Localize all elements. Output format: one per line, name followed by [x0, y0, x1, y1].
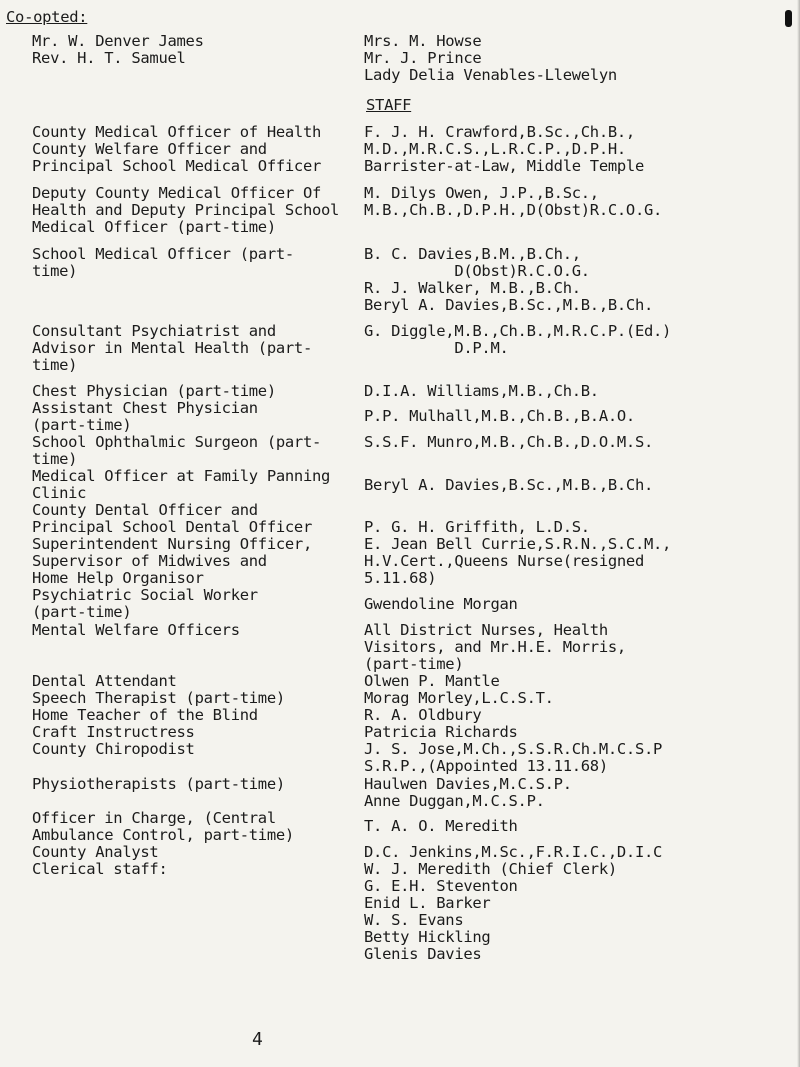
- coopted-member: Mr. J. Prince: [364, 49, 482, 67]
- coopted-member: Mr. W. Denver James: [32, 32, 204, 50]
- staff-holder: B. C. Davies,B.M.,B.Ch.,: [364, 245, 581, 263]
- staff-holder: D.P.M.: [364, 339, 509, 357]
- punch-hole-mark: [785, 10, 792, 27]
- staff-holder: Visitors, and Mr.H.E. Morris,: [364, 638, 626, 656]
- staff-post: Officer in Charge, (Central: [32, 809, 276, 827]
- coopted-member: Lady Delia Venables-Llewelyn: [364, 66, 617, 84]
- staff-post: Assistant Chest Physician: [32, 399, 258, 417]
- staff-post: Clerical staff:: [32, 860, 168, 878]
- staff-holder: M.D.,M.R.C.S.,L.R.C.P.,D.P.H.: [364, 140, 626, 158]
- staff-holder: W. J. Meredith (Chief Clerk): [364, 860, 617, 878]
- staff-post: Medical Officer (part-time): [32, 218, 276, 236]
- staff-post: County Analyst: [32, 843, 159, 861]
- staff-post: Home Teacher of the Blind: [32, 706, 258, 724]
- staff-holder: Morag Morley,L.C.S.T.: [364, 689, 554, 707]
- staff-post: County Medical Officer of Health: [32, 123, 322, 141]
- staff-holder: H.V.Cert.,Queens Nurse(resigned: [364, 552, 644, 570]
- page-number: 4: [252, 1029, 263, 1050]
- staff-post: Clinic: [32, 484, 87, 502]
- staff-holder: R. J. Walker, M.B.,B.Ch.: [364, 279, 581, 297]
- staff-post: Dental Attendant: [32, 672, 177, 690]
- staff-holder: W. S. Evans: [364, 911, 464, 929]
- staff-post: Superintendent Nursing Officer,: [32, 535, 312, 553]
- staff-holder: Gwendoline Morgan: [364, 595, 518, 613]
- staff-holder: G. Diggle,M.B.,Ch.B.,M.R.C.P.(Ed.): [364, 322, 672, 340]
- staff-post: County Welfare Officer and: [32, 140, 267, 158]
- staff-holder: M. Dilys Owen, J.P.,B.Sc.,: [364, 184, 599, 202]
- staff-holder: P.P. Mulhall,M.B.,Ch.B.,B.A.O.: [364, 407, 635, 425]
- staff-holder: Enid L. Barker: [364, 894, 491, 912]
- staff-holder: Patricia Richards: [364, 723, 518, 741]
- staff-post: Principal School Medical Officer: [32, 157, 322, 175]
- staff-post: County Dental Officer and: [32, 501, 258, 519]
- staff-holder: J. S. Jose,M.Ch.,S.S.R.Ch.M.C.S.P: [364, 740, 663, 758]
- staff-holder: R. A. Oldbury: [364, 706, 482, 724]
- staff-post: Medical Officer at Family Panning: [32, 467, 331, 485]
- staff-post: School Medical Officer (part-: [32, 245, 294, 263]
- coopted-member: Rev. H. T. Samuel: [32, 49, 186, 67]
- staff-post: Mental Welfare Officers: [32, 621, 240, 639]
- staff-post: (part-time): [32, 603, 132, 621]
- staff-holder: Beryl A. Davies,B.Sc.,M.B.,B.Ch.: [364, 296, 654, 314]
- staff-holder: D(Obst)R.C.O.G.: [364, 262, 590, 280]
- staff-post: time): [32, 356, 78, 374]
- staff-post: Supervisor of Midwives and: [32, 552, 267, 570]
- staff-holder: S.R.P.,(Appointed 13.11.68): [364, 757, 608, 775]
- coopted-heading: Co-opted:: [6, 8, 88, 26]
- staff-holder: M.B.,Ch.B.,D.P.H.,D(Obst)R.C.O.G.: [364, 201, 663, 219]
- staff-post: School Ophthalmic Surgeon (part-: [32, 433, 322, 451]
- staff-holder: F. J. H. Crawford,B.Sc.,Ch.B.,: [364, 123, 635, 141]
- staff-holder: G. E.H. Steventon: [364, 877, 518, 895]
- staff-holder: Barrister-at-Law, Middle Temple: [364, 157, 644, 175]
- staff-post: Health and Deputy Principal School: [32, 201, 340, 219]
- staff-post: (part-time): [32, 416, 132, 434]
- staff-post: Chest Physician (part-time): [32, 382, 276, 400]
- staff-post: Speech Therapist (part-time): [32, 689, 285, 707]
- staff-post: time): [32, 450, 78, 468]
- staff-holder: D.C. Jenkins,M.Sc.,F.R.I.C.,D.I.C: [364, 843, 663, 861]
- staff-holder: P. G. H. Griffith, L.D.S.: [364, 518, 590, 536]
- staff-holder: D.I.A. Williams,M.B.,Ch.B.: [364, 382, 599, 400]
- staff-holder: Anne Duggan,M.C.S.P.: [364, 792, 545, 810]
- staff-holder: (part-time): [364, 655, 464, 673]
- staff-post: time): [32, 262, 78, 280]
- staff-post: Physiotherapists (part-time): [32, 775, 285, 793]
- staff-post: Consultant Psychiatrist and: [32, 322, 276, 340]
- staff-holder: E. Jean Bell Currie,S.R.N.,S.C.M.,: [364, 535, 672, 553]
- staff-post: Home Help Organisor: [32, 569, 204, 587]
- coopted-member: Mrs. M. Howse: [364, 32, 482, 50]
- staff-post: Psychiatric Social Worker: [32, 586, 258, 604]
- staff-holder: Glenis Davies: [364, 945, 482, 963]
- staff-holder: Betty Hickling: [364, 928, 491, 946]
- staff-post: Principal School Dental Officer: [32, 518, 312, 536]
- staff-post: Ambulance Control, part-time): [32, 826, 294, 844]
- staff-holder: Olwen P. Mantle: [364, 672, 500, 690]
- staff-holder: Beryl A. Davies,B.Sc.,M.B.,B.Ch.: [364, 476, 654, 494]
- staff-holder: All District Nurses, Health: [364, 621, 608, 639]
- staff-holder: T. A. O. Meredith: [364, 817, 518, 835]
- staff-post: County Chiropodist: [32, 740, 195, 758]
- staff-holder: S.S.F. Munro,M.B.,Ch.B.,D.O.M.S.: [364, 433, 654, 451]
- staff-post: Deputy County Medical Officer Of: [32, 184, 322, 202]
- staff-post: Craft Instructress: [32, 723, 195, 741]
- staff-post: Advisor in Mental Health (part-: [32, 339, 312, 357]
- staff-holder: Haulwen Davies,M.C.S.P.: [364, 775, 572, 793]
- staff-heading: STAFF: [366, 96, 412, 114]
- staff-holder: 5.11.68): [364, 569, 437, 587]
